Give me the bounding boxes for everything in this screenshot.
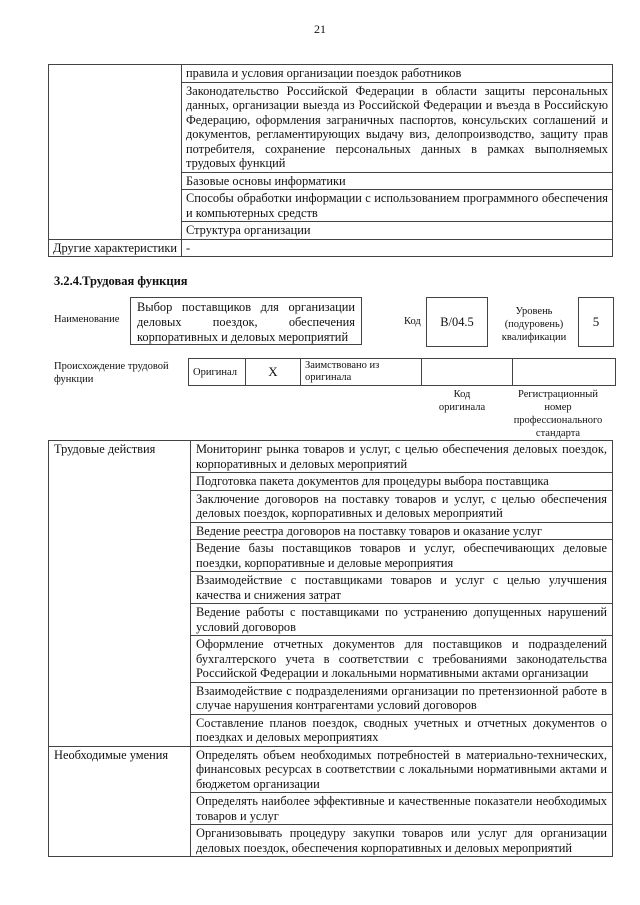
labor-action: Ведение работы с поставщиками по устранению допущенных нарушений условий договоров [191,604,613,636]
labor-action: Подготовка пакета документов для процедуры выбора поставщика [191,473,613,491]
other-characteristics-label: Другие характеристики [49,239,182,257]
labor-action: Заключение договоров на поставку товаров и услуг, с целью обеспечения деловых поездок, корпоративных и деловых мероприятий [191,490,613,522]
required-skills-label: Необходимые умения [49,746,191,857]
labor-action: Мониторинг рынка товаров и услуг, с целью обеспечения деловых поездок, корпоративных и деловых мероприятий [191,441,613,473]
reg-number-caption: Регистрационный номер профессионального стандарта [513,389,603,439]
knowledge-label-cell [49,65,182,240]
knowledge-item: Структура организации [182,222,613,240]
origin-borrowed: Заимствовано из оригинала [301,359,422,386]
origin-original: Оригинал [189,359,246,386]
required-skill: Определять наиболее эффективные и качественные показатели необходимых товаров и услуг [191,793,613,825]
labor-function-table [48,440,613,857]
function-name: Выбор поставщиков для организации деловых поездок, обеспечения корпоративных и деловых мероприятий [130,297,362,345]
knowledge-item: Способы обработки информации с использованием программного обеспечения и компьютерных средств [182,190,613,222]
knowledge-item: правила и условия организации поездок работников [182,65,613,83]
labor-action: Оформление отчетных документов для поставщиков и подразделений бухгалтерского учета в соответствии с требованиями законодательства Российской Федерации и локальными нормативными актами организации [191,636,613,683]
page-number: 21 [314,22,326,36]
level-value: 5 [578,297,614,347]
level-label: Уровень (подуровень) квалификации [501,306,567,343]
labor-action: Взаимодействие с подразделениями организации по претензионной работе в случае нарушения контрагентами условий договоров [191,682,613,714]
section-title: 3.2.4.Трудовая функция [54,274,188,288]
labor-action: Ведение базы поставщиков товаров и услуг, обеспечивающих деловые поездки, корпоративные и деловые мероприятия [191,540,613,572]
labor-actions-label: Трудовые действия [49,441,191,747]
name-label: Наименование [54,314,120,325]
code-label: Код [404,316,421,327]
other-characteristics-value: - [182,239,613,257]
origin-label: Происхождение трудовой функции [54,361,169,385]
required-skill: Определять объем необходимых потребностей в материально-технических, финансовых ресурсах в соответствии с локальными нормативными актами и бюджетом организации [191,746,613,793]
origin-table [188,358,616,386]
origin-code-cell [422,359,513,386]
origin-reg-cell [513,359,616,386]
labor-action: Ведение реестра договоров на поставку товаров и оказание услуг [191,522,613,540]
knowledge-item: Законодательство Российской Федерации в области защиты персональных данных, организации выезда из Российской Федерации и въезда в Российскую Федерацию, оформления заграничных паспортов, консульских соглашений и документов, регламентирующих выдачу виз, делопроизводство, защиту прав потребителя, сохранение персональных данных в рамках выполняемых трудовых функций [182,82,613,172]
knowledge-table-continuation [48,64,613,257]
code-original-caption: Код оригинала [438,389,486,413]
knowledge-item: Базовые основы информатики [182,172,613,190]
labor-action: Составление планов поездок, сводных учетных и отчетных документов о поездках и деловых мероприятиях [191,714,613,746]
labor-action: Взаимодействие с поставщиками товаров и услуг с целью улучшения качества и снижения затрат [191,572,613,604]
code-value: B/04.5 [426,297,488,347]
required-skill: Организовывать процедуру закупки товаров или услуг для организации деловых поездок, обеспечения корпоративных и деловых мероприятий [191,825,613,857]
origin-mark: X [246,359,301,386]
